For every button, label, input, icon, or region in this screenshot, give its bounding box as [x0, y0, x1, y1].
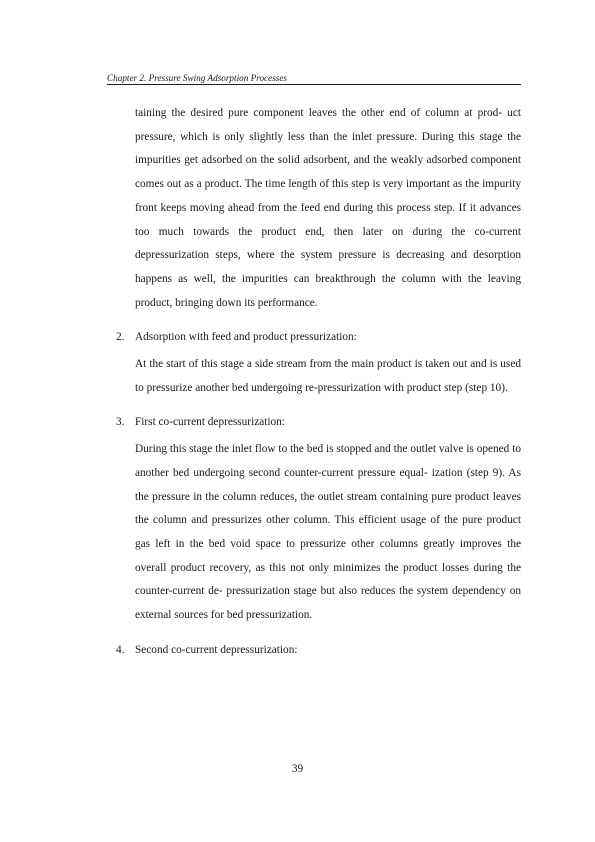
running-header: Chapter 2. Pressure Swing Adsorption Processes — [107, 73, 288, 83]
page-body — [107, 102, 521, 662]
list-item-number: 3. — [116, 416, 125, 429]
header-rule — [107, 84, 521, 85]
list-item — [107, 411, 521, 627]
list-item-text: During this stage the inlet flow to the bed is stopped and the outlet valve is opened to another bed undergoing second counter-current pressure equal- ization (step 9). As the pressure in the column reduces, the outlet stream containing pure product leaves the column and pressurizes other column. This efficient usage of the pure product gas left in the bed void space to pressurize other columns greatly improves the overall product recovery, as this not only minimizes the product losses during the counter-current de- pressurization stage but also reduces the system dependency on external sources for bed pressurization. — [135, 443, 521, 622]
list-item-title: Second co-current depressurization: — [135, 643, 298, 656]
list-item-title: Adsorption with feed and product pressurization: — [135, 331, 357, 344]
list-item-number: 2. — [116, 331, 125, 344]
page-number: 39 — [291, 763, 304, 775]
list-item-heading — [107, 411, 521, 435]
list-item-title: First co-current depressurization: — [135, 416, 285, 429]
list-item-number: 4. — [116, 643, 125, 656]
list-item — [107, 639, 521, 663]
list-item-heading — [107, 639, 521, 663]
list-item-heading — [107, 326, 521, 350]
list-item — [107, 326, 521, 400]
list-item-text: At the start of this stage a side stream from the main product is taken out and is used to pressurize another bed undergoing re-pressurization with product step (step 10). — [135, 358, 521, 394]
continuation-paragraph: taining the desired pure component leaves the other end of column at prod- uct pressure, which is only slightly less than the inlet pressure. During this stage the impurities get adsorbed on the solid adsorbent, and the weakly adsorbed component comes out as a product. The time length of this step is very important as the impurity front keeps moving ahead from the feed end during this process step. If it advances too much towards the product end, then later on during the co-current depressurization steps, where the system pressure is decreasing and desorption happens as well, the impurities can breakthrough the column with the leaving product, bringing down its performance. — [135, 107, 521, 309]
